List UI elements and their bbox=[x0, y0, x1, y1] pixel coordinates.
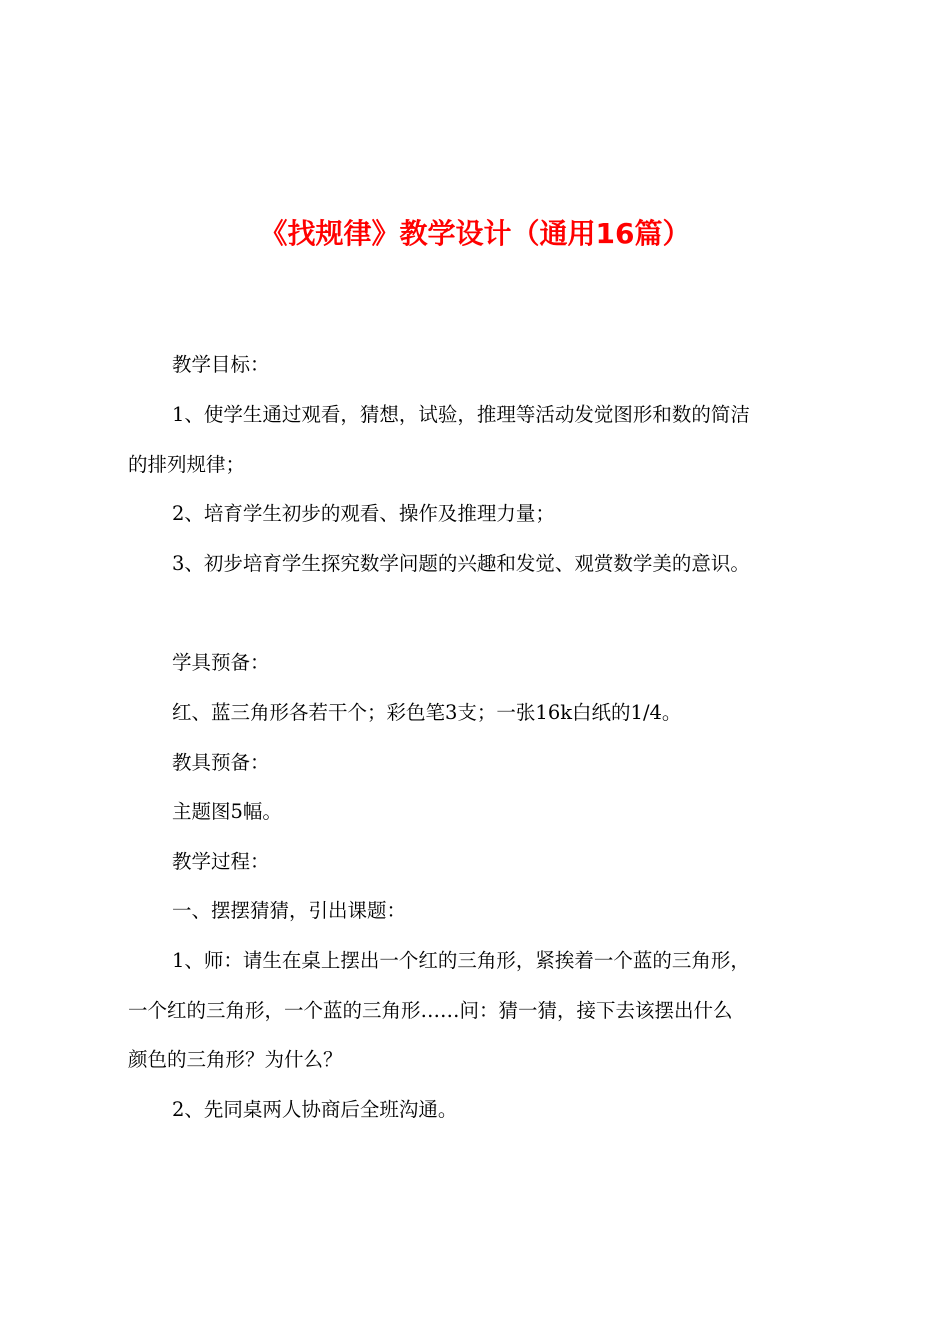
section-heading-objectives: 教学目标： bbox=[172, 353, 270, 376]
section-heading-teacher-materials: 教具预备： bbox=[172, 751, 270, 774]
section-heading-student-materials: 学具预备： bbox=[172, 651, 270, 674]
objective-2: 2、培育学生初步的观看、操作及推理力量； bbox=[172, 502, 555, 525]
process-step-heading: 一、摆摆猜猜，引出课题： bbox=[172, 899, 407, 922]
objective-1-line-1: 1、使学生通过观看，猜想，试验，推理等活动发觉图形和数的简洁 bbox=[172, 403, 750, 426]
process-item-1-line-2: 一个红的三角形，一个蓝的三角形……问：猜一猜，接下去该摆出什么 bbox=[128, 999, 733, 1022]
objective-3: 3、初步培育学生探究数学问题的兴趣和发觉、观赏数学美的意识。 bbox=[172, 552, 750, 575]
document-title: 《找规律》教学设计（通用16篇） bbox=[259, 217, 691, 250]
process-item-1-line-1: 1、师：请生在桌上摆出一个红的三角形，紧挨着一个蓝的三角形， bbox=[172, 949, 750, 972]
section-heading-process: 教学过程： bbox=[172, 850, 270, 873]
process-item-1-line-3: 颜色的三角形？为什么？ bbox=[128, 1048, 343, 1071]
teacher-materials-text: 主题图5幅。 bbox=[172, 800, 282, 823]
student-materials-text: 红、蓝三角形各若干个；彩色笔3支；一张16k白纸的1/4。 bbox=[172, 701, 682, 724]
process-item-2: 2、先同桌两人协商后全班沟通。 bbox=[172, 1098, 458, 1121]
objective-1-line-2: 的排列规律； bbox=[128, 453, 246, 476]
